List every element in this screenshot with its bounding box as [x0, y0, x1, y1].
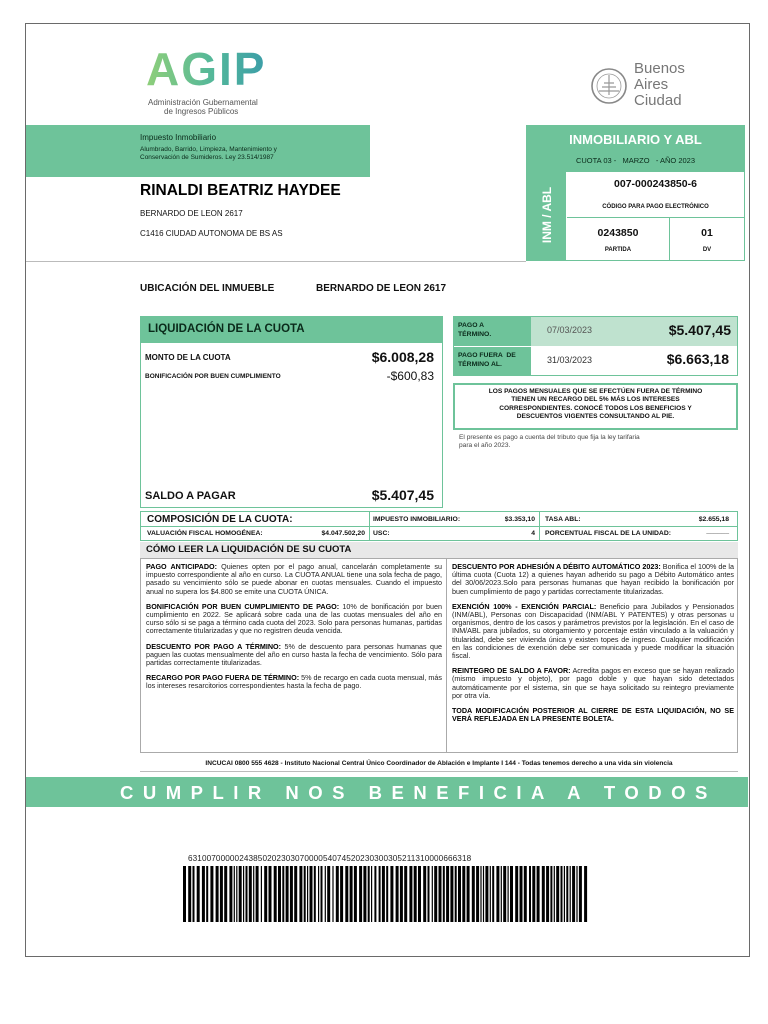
barcode-bar [340, 866, 343, 922]
composicion-table [140, 511, 738, 541]
howto-anticipado: PAGO ANTICIPADO: Quienes opten por el pago anual, cancelarán completamente su impuesto correspondiente al año en curso. La CUOTA ANUAL tiene una sola fecha de pago, pasado su vencimiento sólo se puede abonar en cuotas mensuales. Cuando el impuesto anual no supera los $4.800 se emite una CUOTA ÚNICA. [146, 562, 442, 596]
barcode-bar [418, 866, 421, 922]
barcode-bar [532, 866, 535, 922]
barcode-bar [183, 866, 186, 922]
liquidacion-box [140, 316, 443, 508]
porc-value: ______ [706, 527, 729, 534]
howto-descuento-termino: DESCUENTO POR PAGO A TÉRMINO: 5% de descuento para personas humanas que paguen las cuotas mensualmente del año en curso hasta la fecha de vencimiento. Sólo para partidas correctamente titularizadas. [146, 641, 442, 668]
notice-line-3: CORRESPONDIENTES. CONOCÉ TODOS LOS BENEFICIOS Y [499, 404, 692, 412]
composicion-title: COMPOSICIÓN DE LA CUOTA: [147, 514, 293, 525]
howto-header [140, 542, 738, 558]
agip-logo-text: AGIP [146, 46, 296, 92]
partida-value: 0243850 [597, 227, 639, 239]
barcode-bar [239, 866, 242, 922]
barcode-bar [325, 866, 326, 922]
howto-title: CÓMO LEER LA LIQUIDACIÓN DE SU CUOTA [146, 544, 352, 555]
barcode-bar [374, 866, 376, 922]
barcode-bar [554, 866, 555, 922]
barcode-bar [490, 866, 491, 922]
barcode-bar [354, 866, 357, 922]
barcode-bar [476, 866, 479, 922]
panel-header [527, 126, 744, 172]
barcode-bar [236, 866, 237, 922]
barcode-bar [278, 866, 281, 922]
valuacion-value: $4.047.502,20 [321, 530, 365, 537]
tariff-note-2: para el año 2023. [459, 442, 511, 449]
barcode-bar [428, 866, 430, 922]
barcode-bar [564, 866, 565, 922]
notice-line-4: DESCUENTOS VIGENTES CONSULTANDO AL PIE. [516, 412, 675, 420]
barcode-bar [290, 866, 293, 922]
agip-logo-sub-2: de Ingresos Públicos [164, 107, 239, 116]
porc-label: PORCENTUAL FISCAL DE LA UNIDAD: [545, 530, 671, 537]
barcode-bar [409, 866, 412, 922]
barcode-bar [546, 866, 549, 922]
payment-code: 007-000243850-6 [614, 178, 697, 190]
barcode-bar [455, 866, 457, 922]
panel-side [527, 172, 566, 260]
barcode-bar [363, 866, 366, 922]
barcode-bar [314, 866, 316, 922]
howto-recargo: RECARGO POR PAGO FUERA DE TÉRMINO: 5% de recargo en cada cuota mensual, más los intereses resarcitorios correspondientes hasta la fecha de pago. [146, 673, 443, 691]
barcode-bar [467, 866, 470, 922]
imp-label: IMPUESTO INMOBILIARIO: [373, 516, 461, 523]
barcode-bar [336, 866, 339, 922]
howto-exencion: EXENCIÓN 100% - EXENCIÓN PARCIAL: Beneficio para Jubilados y Pensionados (INM/ABL), Personas con Discapacidad (INM/ABL Y PATENTES) y otras personas u organismos, dentro de los casos y parámetros previstos por la legislación. En el caso de INM/ABL para jubilados, su otorgamiento y porcentaje están vinculado a la valuación y titularidad, debe ser vivienda única y existen topes de ingreso. Cualquier modificación en las condiciones de exención debe ser comunicada y puede modificar la situación fiscal. [452, 601, 734, 661]
city-name-1: Buenos [634, 60, 685, 77]
termino-row [531, 317, 737, 346]
barcode-bar [304, 866, 306, 922]
barcode-bar [396, 866, 399, 922]
tax-title: Impuesto Inmobiliario [140, 133, 217, 142]
abl-label: TASA ABL: [545, 516, 581, 523]
barcode-bar [579, 866, 582, 922]
dv-label: DV [702, 247, 712, 253]
barcode-bar [256, 866, 259, 922]
barcode-bar [307, 866, 308, 922]
barcode-bar [299, 866, 302, 922]
city-name-3: Ciudad [634, 92, 682, 109]
partida-label: PARTIDA [604, 247, 632, 253]
barcode-bar [450, 866, 453, 922]
barcode-bar [503, 866, 506, 922]
barcode-bar [485, 866, 488, 922]
payment-code-label: CÓDIGO PARA PAGO ELECTRÓNICO [602, 204, 709, 210]
barcode-bar [206, 866, 208, 922]
barcode-bar [253, 866, 254, 922]
barcode-bar [246, 866, 248, 922]
howto-box [140, 558, 738, 753]
barcode-bar [570, 866, 571, 922]
barcode-bar [368, 866, 370, 922]
barcode-bar [423, 866, 426, 922]
tax-header [26, 125, 370, 177]
barcode-bar [310, 866, 313, 922]
barcode-bar [274, 866, 277, 922]
slogan-text: CUMPLIR NOS BENEFICIA A TODOS [120, 782, 717, 803]
barcode-bar [193, 866, 195, 922]
barcode-bar [294, 866, 297, 922]
tax-desc-2: Conservación de Sumideros. Ley 23.514/1987 [140, 154, 274, 161]
usc-value: 4 [531, 530, 535, 537]
barcode-bar [480, 866, 481, 922]
fuera-label-1: PAGO FUERA DE [458, 352, 516, 359]
howto-bonificacion: BONIFICACIÓN POR BUEN CUMPLIMIENTO DE PAGO: 10% de bonificación por buen cumplimiento en 2022. Se aplicará sobre cada una de las cuotas mensuales del año en curso sólo si se paga a término cada cuota del 2023. Solo para personas humanas, partidas correctamente titularizadas y que no registren deuda vencida. [146, 601, 442, 636]
monto-value: $6.008,28 [371, 349, 434, 365]
barcode [183, 866, 588, 922]
barcode-bar [359, 866, 362, 922]
barcode-bar [550, 866, 552, 922]
barcode-bar [216, 866, 219, 922]
barcode-bar [472, 866, 475, 922]
barcode-bar [446, 866, 449, 922]
notice-line-2: TIENEN UN RECARGO DEL 5% MÁS LOS INTERESES [511, 396, 680, 404]
termino-label-cell [454, 317, 531, 346]
barcode-bar [382, 866, 385, 922]
notice-line-1: LOS PAGOS MENSUALES QUE SE EFECTÚEN FUERA DE TÉRMINO [488, 388, 703, 395]
city-logo [590, 60, 710, 113]
barcode-bar [400, 866, 403, 922]
termino-amount: $5.407,45 [668, 322, 731, 338]
bonif-value: -$600,83 [386, 369, 434, 383]
barcode-bar [224, 866, 227, 922]
termino-date: 07/03/2023 [547, 325, 593, 335]
barcode-bar [197, 866, 200, 922]
howto-right-column [452, 563, 734, 723]
agip-logo [146, 43, 296, 122]
barcode-bar [432, 866, 433, 922]
barcode-bar [414, 866, 417, 922]
barcode-bar [386, 866, 388, 922]
barcode-bar [483, 866, 484, 922]
barcode-bar [220, 866, 223, 922]
barcode-bar [584, 866, 587, 922]
usc-label: USC: [373, 530, 390, 537]
barcode-bar [210, 866, 213, 922]
liquidacion-title: LIQUIDACIÓN DE LA CUOTA [148, 323, 305, 335]
barcode-bar [434, 866, 437, 922]
barcode-bar [566, 866, 568, 922]
barcode-bar [404, 866, 407, 922]
barcode-bar [529, 866, 531, 922]
fuera-amount: $6.663,18 [666, 351, 729, 367]
valuacion-label: VALUACIÓN FISCAL HOMOGÉNEA: [147, 530, 263, 537]
barcode-bar [286, 866, 289, 922]
dv-value: 01 [701, 227, 713, 239]
barcode-bar [261, 866, 262, 922]
barcode-bar [515, 866, 518, 922]
barcode-bar [443, 866, 445, 922]
barcode-bar [327, 866, 330, 922]
barcode-bar [576, 866, 577, 922]
slogan-bar [26, 777, 748, 807]
barcode-bar [462, 866, 465, 922]
barcode-bar [510, 866, 513, 922]
late-payment-notice [453, 383, 738, 430]
barcode-bar [269, 866, 272, 922]
saldo-value: $5.407,45 [371, 487, 434, 503]
howto-left-column [146, 563, 442, 691]
location-label: UBICACIÓN DEL INMUEBLE [140, 283, 275, 294]
saldo-label: SALDO A PAGAR [145, 490, 236, 502]
barcode-bar [188, 866, 191, 922]
barcode-bar [520, 866, 523, 922]
tariff-note-1: El presente es pago a cuenta del tributo que fija la ley tarifaria [459, 434, 640, 441]
agip-logo-sub-1: Administración Gubernamental [148, 98, 258, 107]
owner-name: RINALDI BEATRIZ HAYDEE [140, 182, 341, 199]
tax-desc-1: Alumbrado, Barrido, Limpieza, Mantenimiento y [140, 146, 277, 153]
termino-label-2: TÉRMINO. [458, 331, 492, 338]
account-panel [526, 125, 745, 261]
barcode-bar [439, 866, 442, 922]
barcode-bar [561, 866, 563, 922]
barcode-bar [501, 866, 502, 922]
barcode-bar [572, 866, 575, 922]
barcode-bar [496, 866, 499, 922]
barcode-bar [249, 866, 252, 922]
barcode-bar [318, 866, 319, 922]
howto-cierre: TODA MODIFICACIÓN POSTERIOR AL CIERRE DE ESTA LIQUIDACIÓN, NO SE VERÁ REFLEJADA EN LA PRESENTE BOLETA. [452, 706, 734, 724]
panel-period: CUOTA 03 - MARZO - AÑO 2023 [575, 156, 696, 165]
fuera-label-2: TÉRMINO AL. [458, 361, 502, 368]
abl-value: $2.655,18 [698, 516, 729, 523]
barcode-bar [556, 866, 559, 922]
liquidacion-header [141, 317, 442, 343]
barcode-bar [243, 866, 244, 922]
barcode-bar [234, 866, 235, 922]
payment-table [453, 316, 738, 376]
barcode-bar [229, 866, 232, 922]
barcode-bar [282, 866, 284, 922]
termino-label-1: PAGO A [458, 322, 485, 329]
panel-vertical-label: INM / ABL [540, 186, 554, 244]
bonif-label: BONIFICACIÓN POR BUEN CUMPLIMIENTO [145, 373, 281, 380]
barcode-bar [350, 866, 353, 922]
howto-reintegro: REINTEGRO DE SALDO A FAVOR: Acredita pagos en exceso que se hayan realizado (mismo impuesto y objeto), por pago doble y que hayan sido detectados automáticamente por el sistema, sin que se haya solicitado su reintegro previamente por otra vía. [452, 666, 734, 700]
barcode-bar [390, 866, 393, 922]
fuera-date: 31/03/2023 [547, 355, 593, 365]
location-value: BERNARDO DE LEON 2617 [316, 283, 447, 294]
barcode-bar [321, 866, 323, 922]
barcode-bar [332, 866, 333, 922]
owner-address: BERNARDO DE LEON 2617 [140, 209, 243, 218]
barcode-bar [371, 866, 372, 922]
barcode-bar [379, 866, 381, 922]
imp-value: $3.353,10 [504, 516, 535, 523]
barcode-bar [524, 866, 527, 922]
panel-title: INMOBILIARIO Y ABL [569, 132, 702, 147]
howto-debito: DESCUENTO POR ADHESIÓN A DÉBITO AUTOMÁTICO 2023: Bonifica el 100% de la última cuota (Cuota 12) a quienes hayan adherido su pago a Débito Automático antes del 30/06/2023.Solo para personas humanas que hayan recibido la bonificación por buen cumplimiento de pago y partidas correctamente titularizadas. [452, 562, 734, 596]
owner-city: C1416 CIUDAD AUTONOMA DE BS AS [140, 229, 283, 238]
barcode-bar [537, 866, 540, 922]
monto-label: MONTO DE LA CUOTA [145, 353, 231, 362]
city-name-2: Aires [634, 76, 669, 93]
barcode-bar [345, 866, 348, 922]
barcode-bar [542, 866, 545, 922]
fuera-label-cell [454, 346, 531, 375]
barcode-number: 6310070000024385020230307000054074520230300305211310000666318 [188, 854, 472, 863]
barcode-bar [264, 866, 267, 922]
barcode-bar [458, 866, 461, 922]
incucai-line: INCUCAI 0800 555 4628 - Instituto Nacional Central Único Coordinador de Ablación e Implante I 144 - Todas tenemos derecho a una vida sin violencia [205, 760, 673, 767]
barcode-bar [492, 866, 494, 922]
city-seal-icon [590, 65, 628, 107]
barcode-bar [508, 866, 509, 922]
barcode-bar [202, 866, 205, 922]
